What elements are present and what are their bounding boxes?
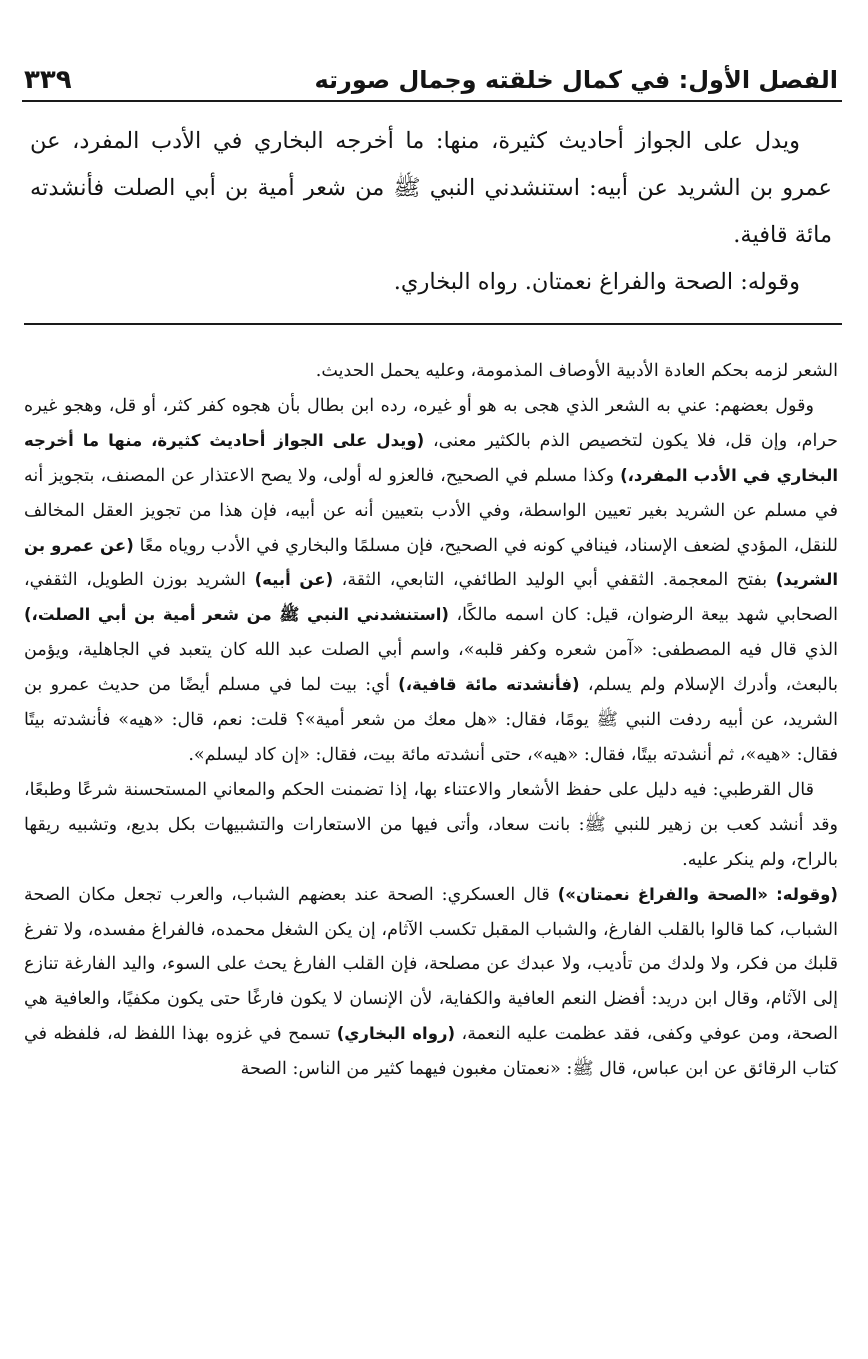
quoted-matn: (فأنشدته مائة قافية،): [398, 675, 580, 695]
chapter-title: الفصل الأول: في كمال خلقته وجمال صورته: [314, 66, 838, 94]
quoted-matn: (استنشدني النبي ﷺ من شعر أمية بن أبي الصلت،): [24, 605, 449, 625]
quoted-matn: (ويدل على الجواز أحاديث كثيرة، منها ما أخرجه البخاري في الأدب المفرد،): [24, 430, 838, 485]
header-rule: [22, 100, 842, 102]
quoted-matn: (عن عمرو بن الشريد): [24, 535, 838, 590]
main-paragraph: وقوله: الصحة والفراغ نعمتان. رواه البخاري.: [393, 269, 800, 295]
commentary-text-run: أي: بيت لما في مسلم أيضًا من حديث عمرو بن الشريد، عن أبيه ردفت النبي ﷺ يومًا، فقال: «هل معك من شعر أمية»؟ قلت: نعم، قال: «هيه» فأنشدته بيتًا فقال: «هيه»، ثم أنشدته بيتًا، فقال: «هيه»، حتى أنشدته مائة بيت، فقال: «إن كاد ليسلم».: [24, 675, 838, 765]
quoted-matn: (وقوله: «الصحة والفراغ نعمتان»): [557, 884, 838, 904]
commentary-text: [24, 354, 838, 1087]
commentary-text-run: قال العسكري: الصحة عند بعضهم الشباب، والعرب تجعل مكان الصحة الشباب، كما قالوا بالقلب الفارغ، والشباب المقبل تكسب الآثام، إن يكن الشغل محمده، فالفراغ مفسده، ولا تفرغ قلبك من فكر، ولا ولدك من تأديب، ولا عبدك عن مصلحة، فإن القلب الفارغ يحث على السوء، واليد الفارغة تنازع إلى الآثام، وقال ابن دريد: أفضل النعم العافية والكفاية، لأن الإنسان لا يكون فارغًا حتى يكون مكفيًا، والعافية هي الصحة، ومن عوفي وكفى، فقد عظمت عليه النعمة،: [24, 884, 839, 1045]
page-number: ٣٣٩: [24, 65, 72, 95]
commentary-text-run: وكذا مسلم في الصحيح، فالعزو له أولى، ولا يصح الاعتذار عن المصنف، بتجويز أنه في مسلم عن الشريد بغير تعيين الواسطة، وفي الأدب بتعيين أنه عن أبيه، فإن هذا من تجويز العقل المخالف للنقل، المؤدي لضعف الإسناد، فينافي كونه في الصحيح، فإن مسلمًا والبخاري في الأدب روياه معًا: [24, 465, 838, 556]
commentary-text-run: بفتح المعجمة. الثقفي أبي الوليد الطائفي، التابعي، الثقة،: [333, 570, 776, 591]
main-paragraph: ويدل على الجواز أحاديث كثيرة، منها: ما أخرجه البخاري في الأدب المفرد، عن عمرو بن الشريد عن أبيه: استنشدني النبي ﷺ من شعر أمية بن أبي الصلت فأنشدته مائة قافية.: [30, 128, 832, 248]
commentary-text-run: تسمح في غزوه بهذا اللفظ له، فلفظه في كتاب الرقائق عن ابن عباس، قال ﷺ: «نعمتان مغبون فيهما كثير من الناس: الصحة: [24, 1024, 838, 1080]
commentary-paragraph: [24, 878, 838, 1087]
quoted-matn: (عن أبيه): [254, 570, 334, 590]
commentary-text-run: الشريد بوزن الطويل، الثقفي، الصحابي شهد بيعة الرضوان، قيل: كان اسمه مالكًا،: [24, 570, 838, 626]
quoted-matn: (رواه البخاري): [336, 1024, 456, 1044]
page-header: [24, 52, 838, 100]
commentary-paragraph: الشعر لزمه بحكم العادة الأدبية الأوصاف المذمومة، وعليه يحمل الحديث.: [315, 361, 838, 381]
commentary-text-run: وقول بعضهم: عني به الشعر الذي هجى به هو أو غيره، رده ابن بطال بأن هجوه كفر كثر، أو قل، وهجو غيره حرام، وإن قل، فلا يكون لتخصيص الذم بالكثير معنى،: [24, 395, 838, 451]
commentary-divider: [24, 323, 842, 325]
main-text: [30, 118, 832, 306]
commentary-text-run: الذي قال فيه المصطفى: «آمن شعره وكفر قلبه»، واسم أبي الصلت عبد الله كان يتعبد في الجاهلية، ويؤمن بالبعث، وأدرك الإسلام ولم يسلم،: [24, 640, 838, 696]
commentary-paragraph: [24, 389, 838, 773]
commentary-paragraph: قال القرطبي: فيه دليل على حفظ الأشعار والاعتناء بها، إذا تضمنت الحكم والمعاني المستحسنة شرعًا وطبعًا، وقد أنشد كعب بن زهير للنبي ﷺ: بانت سعاد، وأتى فيها من الاستعارات والتشبيهات بكل بديع، وتشبيه ريقها بالراح، ولم ينكر عليه.: [24, 779, 838, 870]
